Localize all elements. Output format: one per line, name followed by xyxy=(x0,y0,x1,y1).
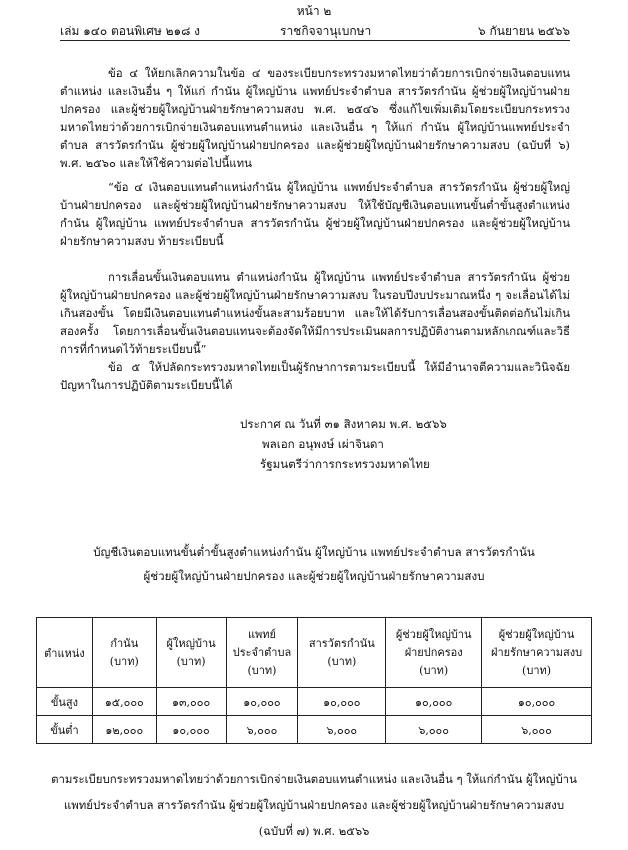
table-cell: ๖,๐๐๐ xyxy=(386,716,482,744)
row-label: ขั้นต่ำ xyxy=(37,716,93,744)
table-row xyxy=(37,716,592,744)
footnote-line1: ตามระเบียบกระทรวงมหาดไทยว่าด้วยการเบิกจ่ายเงินตอบแทนตำแหน่ง และเงินอื่น ๆ ให้แก่กำนัน ผู้ใหญ่บ้าน xyxy=(51,772,577,786)
clause-5: ข้อ ๕ ให้ปลัดกระทรวงมหาดไทยเป็นผู้รักษาการตามระเบียบนี้ ให้มีอำนาจตีความและวินิจฉัยปัญหาในการปฏิบัติตามระเบียบนี้ได้ xyxy=(60,360,570,392)
row-label: ขั้นสูง xyxy=(37,688,93,716)
table-cell: ๑๐,๐๐๐ xyxy=(298,688,386,716)
issue-info: เล่ม ๑๔๐ ตอนพิเศษ ๒๑๘ ง xyxy=(60,24,201,38)
compensation-table xyxy=(36,617,592,744)
row-header-cell: ตำแหน่ง xyxy=(37,618,93,688)
gazette-header xyxy=(60,22,570,38)
column-header: สารวัตรกำนัน (บาท) xyxy=(298,618,386,688)
table-header-row xyxy=(37,618,592,688)
publication-name: ราชกิจจานุเบกษา xyxy=(280,24,372,38)
footnote-line3: (ฉบับที่ ๗) พ.ศ. ๒๕๖๖ xyxy=(258,824,370,838)
column-header: แพทย์ ประจำตำบล (บาท) xyxy=(226,618,298,688)
table-row xyxy=(37,688,592,716)
table-cell: ๖,๐๐๐ xyxy=(482,716,592,744)
schedule-title-line1: บัญชีเงินตอบแทนขั้นต่ำขั้นสูงตำแหน่งกำนัน ผู้ใหญ่บ้าน แพทย์ประจำตำบล สารวัตรกำนัน xyxy=(93,545,535,559)
table-cell: ๑๐,๐๐๐ xyxy=(482,688,592,716)
table-cell: ๑๐,๐๐๐ xyxy=(226,688,298,716)
signature-block xyxy=(240,414,580,474)
table-cell: ๑๒,๐๐๐ xyxy=(92,716,156,744)
table-cell: ๖,๐๐๐ xyxy=(298,716,386,744)
signatory-name: พลเอก อนุพงษ์ เผ่าจินดา xyxy=(262,437,384,451)
table-cell: ๑๐,๐๐๐ xyxy=(386,688,482,716)
footnote-line2: แพทย์ประจำตำบล สารวัตรกำนัน ผู้ช่วยผู้ใหญ่บ้านฝ่ายปกครอง และผู้ช่วยผู้ใหญ่บ้านฝ่ายรักษาความสงบ xyxy=(63,798,565,812)
table-cell: ๑๕,๐๐๐ xyxy=(92,688,156,716)
schedule-title xyxy=(40,540,588,588)
clause-4: ข้อ ๔ ให้ยกเลิกความในข้อ ๔ ของระเบียบกระทรวงมหาดไทยว่าด้วยการเบิกจ่ายเงินตอบแทนตำแหน่ง และเงินอื่น ๆ ให้แก่ กำนัน ผู้ใหญ่บ้าน แพทย์ประจำตำบล สารวัตรกำนัน ผู้ช่วยผู้ใหญ่บ้านฝ่ายปกครอง และผู้ช่วยผู้ใหญ่บ้านฝ่ายรักษาความสงบ พ.ศ. ๒๕๔๖ ซึ่งแก้ไขเพิ่มเติมโดยระเบียบกระทรวงมหาดไทยว่าด้วยการเบิกจ่ายเงินตอบแทนตำแหน่ง และเงินอื่น ๆ ให้แก่ กำนัน ผู้ใหญ่บ้านแพทย์ประจำตำบล สารวัตรกำนัน ผู้ช่วยผู้ใหญ่บ้านฝ่ายปกครอง และผู้ช่วยผู้ใหญ่บ้านฝ่ายรักษาความสงบ (ฉบับที่ ๖) พ.ศ. ๒๕๖๐ และให้ใช้ความต่อไปนี้แทน xyxy=(60,66,570,170)
schedule-footnote xyxy=(50,766,578,844)
table-cell: ๑๓,๐๐๐ xyxy=(156,688,226,716)
column-header: ผู้ใหญ่บ้าน (บาท) xyxy=(156,618,226,688)
quoted-promotion-paragraph: การเลื่อนขั้นเงินตอบแทน ตำแหน่งกำนัน ผู้ใหญ่บ้าน แพทย์ประจำตำบล สารวัตรกำนัน ผู้ช่วยผู้ใหญ่บ้านฝ่ายปกครอง และผู้ช่วยผู้ใหญ่บ้านฝ่ายรักษาความสงบ ในรอบปีงบประมาณหนึ่ง ๆ จะเลื่อนได้ไม่เกินสองขั้น โดยมีเงินตอบแทนตำแหน่งขั้นละสามร้อยบาท และให้ได้รับการเลื่อนสองขั้นติดต่อกันไม่เกินสองครั้ง โดยการเลื่อนขั้นเงินตอบแทนจะต้องจัดให้มีการประเมินผลการปฏิบัติงานตามหลักเกณฑ์และวิธีการที่กำหนดไว้ท้ายระเบียบนี้” xyxy=(60,270,570,356)
column-header: กำนัน (บาท) xyxy=(92,618,156,688)
page-number: หน้า ๒ xyxy=(296,4,332,18)
table-cell: ๑๐,๐๐๐ xyxy=(156,716,226,744)
signatory-position: รัฐมนตรีว่าการกระทรวงมหาดไทย xyxy=(260,457,430,471)
quoted-clause-4: “ข้อ ๔ เงินตอบแทนตำแหน่งกำนัน ผู้ใหญ่บ้าน แพทย์ประจำตำบล สารวัตรกำนัน ผู้ช่วยผู้ใหญ่บ้านฝ่ายปกครอง และผู้ช่วยผู้ใหญ่บ้านฝ่ายรักษาความสงบ ให้ใช้บัญชีเงินตอบแทนขั้นต่ำขั้นสูงตำแหน่งกำนัน ผู้ใหญ่บ้าน แพทย์ประจำตำบล สารวัตรกำนัน ผู้ช่วยผู้ใหญ่บ้านฝ่ายปกครอง และผู้ช่วยผู้ใหญ่บ้านฝ่ายรักษาความสงบ ท้ายระเบียบนี้ xyxy=(60,180,570,248)
column-header: ผู้ช่วยผู้ใหญ่บ้าน ฝ่ายปกครอง (บาท) xyxy=(386,618,482,688)
publication-date: ๖ กันยายน ๒๕๖๖ xyxy=(478,24,570,38)
table-cell: ๖,๐๐๐ xyxy=(226,716,298,744)
column-header: ผู้ช่วยผู้ใหญ่บ้าน ฝ่ายรักษาความสงบ (บาท) xyxy=(482,618,592,688)
schedule-title-line2: ผู้ช่วยผู้ใหญ่บ้านฝ่ายปกครอง และผู้ช่วยผู้ใหญ่บ้านฝ่ายรักษาความสงบ xyxy=(143,569,485,583)
announcement-date: ประกาศ ณ วันที่ ๓๑ สิงหาคม พ.ศ. ๒๕๖๖ xyxy=(240,417,447,431)
header-divider xyxy=(60,40,570,41)
